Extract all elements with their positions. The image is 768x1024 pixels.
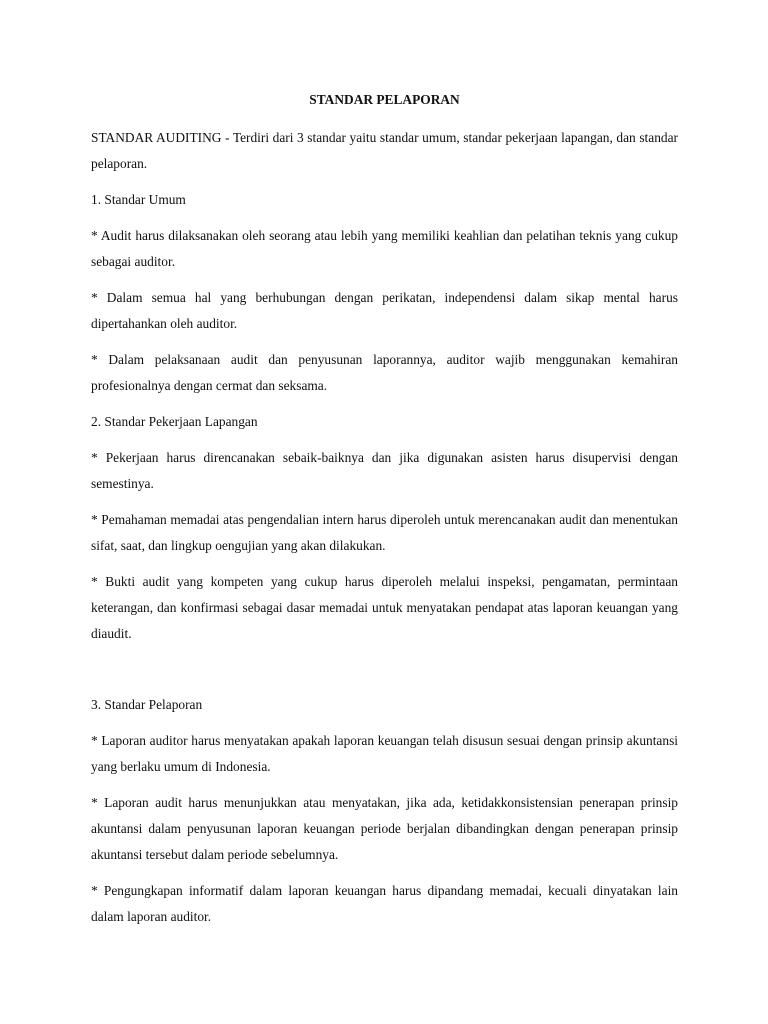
standar-pekerjaan-lapangan-item: * Bukti audit yang kompeten yang cukup harus diperoleh melalui inspeksi, pengamatan, permintaan keterangan, dan konfirmasi sebagai dasar memadai untuk menyatakan pendapat atas laporan keuangan yang diaudit. xyxy=(91,574,678,641)
section-heading-standar-pelaporan: 3. Standar Pelaporan xyxy=(91,697,203,712)
blank-line-spacer xyxy=(91,657,678,692)
section-heading-standar-pekerjaan-lapangan: 2. Standar Pekerjaan Lapangan xyxy=(91,414,258,429)
standar-pelaporan-item: * Laporan auditor harus menyatakan apakah laporan keuangan telah disusun sesuai dengan prinsip akuntansi yang berlaku umum di Indonesia. xyxy=(91,733,678,774)
standar-umum-item: * Audit harus dilaksanakan oleh seorang atau lebih yang memiliki keahlian dan pelatihan teknis yang cukup sebagai auditor. xyxy=(91,228,678,269)
standar-pelaporan-item: * Pengungkapan informatif dalam laporan keuangan harus dipandang memadai, kecuali dinyatakan lain dalam laporan auditor. xyxy=(91,883,678,924)
standar-pekerjaan-lapangan-item: * Pemahaman memadai atas pengendalian intern harus diperoleh untuk merencanakan audit dan menentukan sifat, saat, dan lingkup oengujian yang akan dilakukan. xyxy=(91,512,678,553)
document-body xyxy=(91,90,678,940)
standar-umum-item: * Dalam pelaksanaan audit dan penyusunan laporannya, auditor wajib menggunakan kemahiran profesionalnya dengan cermat dan seksama. xyxy=(91,352,678,393)
standar-pelaporan-item: * Laporan audit harus menunjukkan atau menyatakan, jika ada, ketidakkonsistensian penerapan prinsip akuntansi dalam penyusunan laporan keuangan periode berjalan dibandingkan dengan penerapan prinsip akuntansi tersebut dalam periode sebelumnya. xyxy=(91,795,678,862)
section-heading-standar-umum: 1. Standar Umum xyxy=(91,192,186,207)
intro-paragraph: STANDAR AUDITING - Terdiri dari 3 standar yaitu standar umum, standar pekerjaan lapangan, dan standar pelaporan. xyxy=(91,130,678,171)
standar-pekerjaan-lapangan-item: * Pekerjaan harus direncanakan sebaik-baiknya dan jika digunakan asisten harus disupervisi dengan semestinya. xyxy=(91,450,678,491)
document-title: STANDAR PELAPORAN xyxy=(309,92,460,107)
standar-umum-item: * Dalam semua hal yang berhubungan dengan perikatan, independensi dalam sikap mental harus dipertahankan oleh auditor. xyxy=(91,290,678,331)
